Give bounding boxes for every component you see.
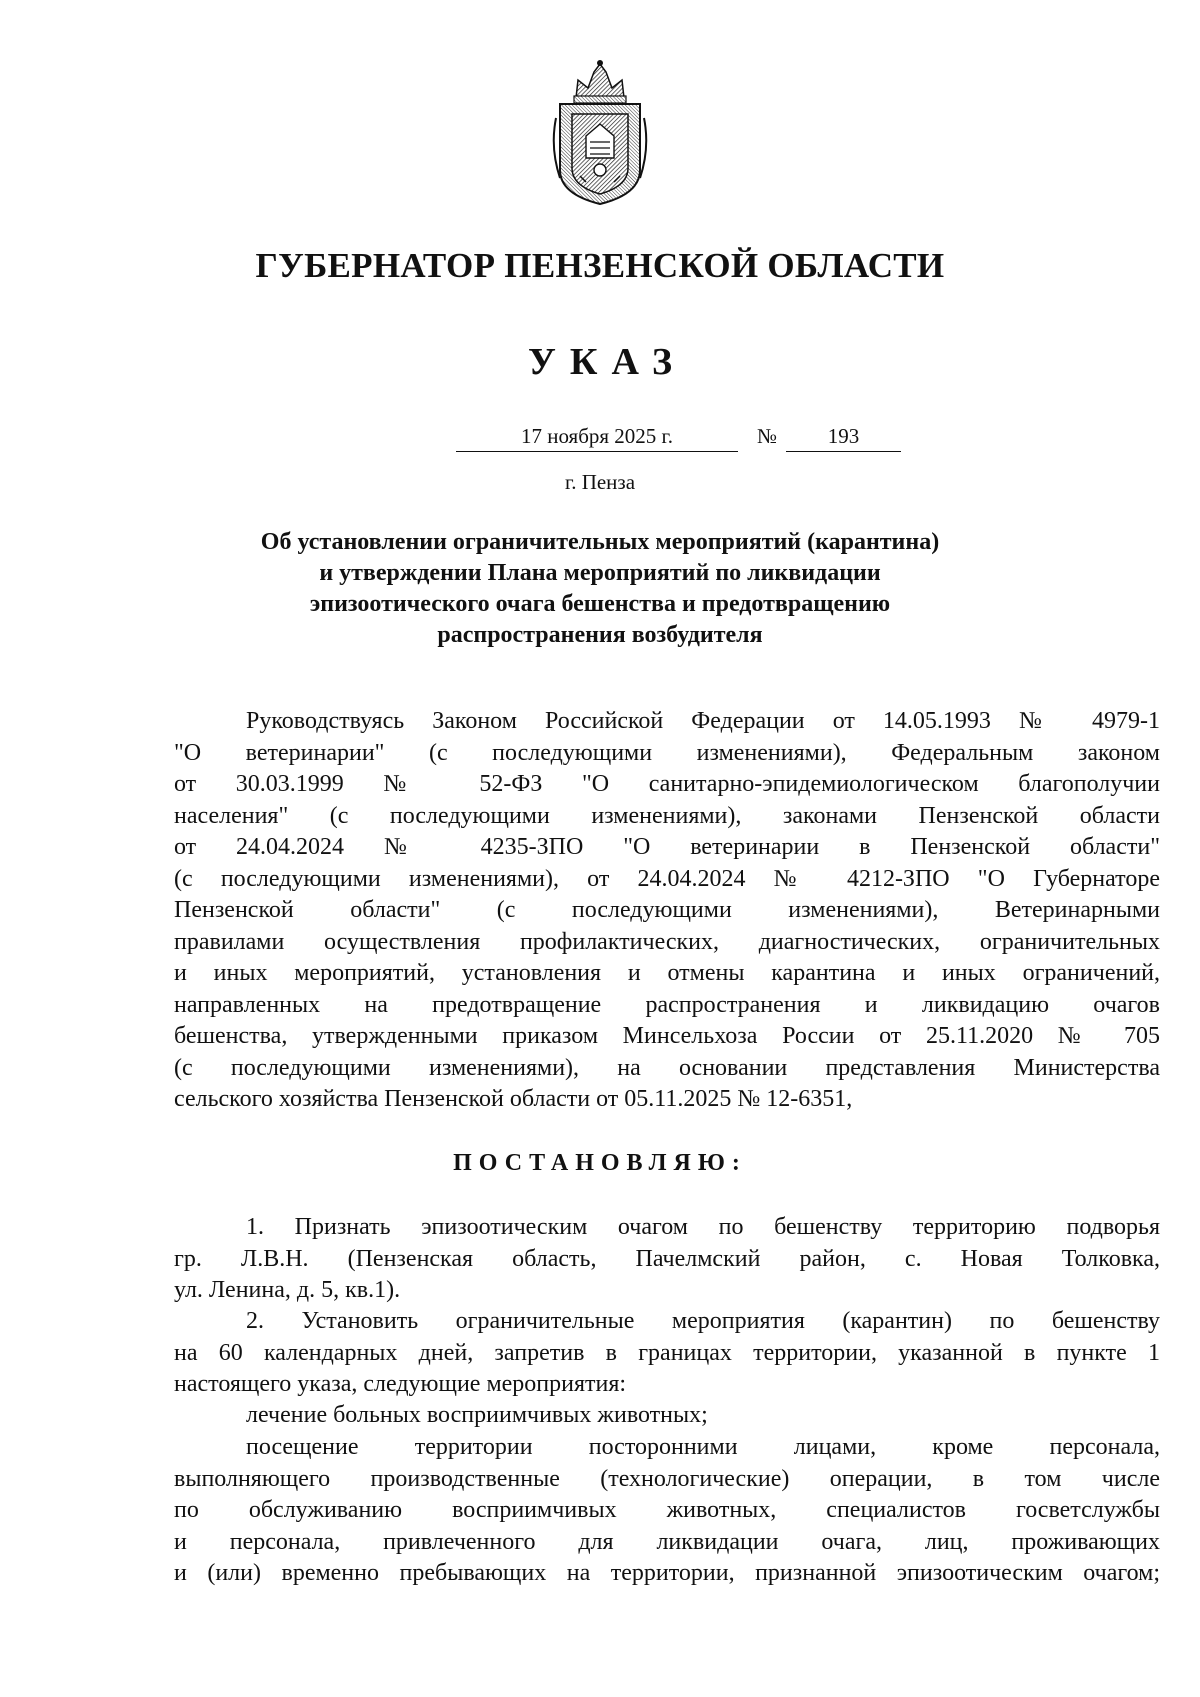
preamble-paragraph	[174, 706, 1160, 1116]
item-line: по обслуживанию восприимчивых животных, специалистов госветслужбы	[174, 1497, 1160, 1523]
preamble-line: от 24.04.2024 № 4235-ЗПО "О ветеринарии в Пензенской области"	[174, 834, 1160, 860]
title-line: Об установлении ограничительных мероприятий (карантина)	[260, 529, 940, 555]
item-line: и персонала, привлеченного для ликвидации очага, лиц, проживающих	[174, 1528, 1160, 1555]
item-line: посещение территории посторонними лицами, кроме персонала,	[246, 1434, 1160, 1460]
document-type: УКАЗ	[528, 341, 686, 383]
preamble-line: (с последующими изменениями), на основании представления Министерства	[174, 1054, 1160, 1081]
item-line: ул. Ленина, д. 5, кв.1).	[174, 1277, 401, 1303]
document-number: 193	[786, 424, 901, 452]
item-line: и (или) временно пребывающих на территории, признанной эпизоотическим очагом;	[174, 1560, 1160, 1586]
preamble-line: от 30.03.1999 № 52-ФЗ "О санитарно-эпидемиологическом благополучии	[174, 771, 1160, 797]
decree-heading: ПОСТАНОВЛЯЮ:	[453, 1150, 747, 1176]
issuing-authority: ГУБЕРНАТОР ПЕНЗЕНСКОЙ ОБЛАСТИ	[255, 246, 945, 285]
issue-city: г. Пенза	[564, 470, 636, 494]
item-line: гр. Л.В.Н. (Пензенская область, Пачелмский район, с. Новая Толковка,	[174, 1245, 1160, 1272]
preamble-line: правилами осуществления профилактических, диагностических, ограничительных	[174, 928, 1160, 955]
item-line: лечение больных восприимчивых животных;	[246, 1402, 708, 1428]
item-line: 2. Установить ограничительные мероприятия (карантин) по бешенству	[246, 1308, 1160, 1334]
item-1-paragraph	[174, 1212, 1160, 1307]
item-line: на 60 календарных дней, запретив в границах территории, указанной в пункте 1	[174, 1339, 1160, 1366]
document-title	[200, 527, 1000, 651]
preamble-line: сельского хозяйства Пензенской области от 05.11.2025 № 12-6351,	[174, 1086, 853, 1112]
title-line: и утверждении Плана мероприятий по ликвидации	[319, 560, 881, 586]
preamble-line: населения" (с последующими изменениями), законами Пензенской области	[174, 802, 1160, 829]
preamble-line: и иных мероприятий, установления и отмены карантина и иных ограничений,	[174, 960, 1160, 986]
preamble-line: бешенства, утвержденными приказом Минсельхоза России от 25.11.2020 № 705	[174, 1023, 1160, 1049]
title-line: распространения возбудителя	[437, 622, 763, 648]
title-line: эпизоотического очага бешенства и предотвращению	[309, 591, 891, 617]
item-line: 1. Признать эпизоотическим очагом по бешенству территорию подворья	[246, 1214, 1160, 1240]
preamble-line: (с последующими изменениями), от 24.04.2024 № 4212-ЗПО "О Губернаторе	[174, 865, 1160, 892]
item-2-subitem-2	[174, 1432, 1160, 1590]
document-date: 17 ноября 2025 г.	[456, 424, 738, 452]
preamble-line: Руководствуясь Законом Российской Федерации от 14.05.1993 № 4979-1	[246, 708, 1160, 734]
item-2-subitem-1	[174, 1400, 1160, 1432]
number-sign: №	[756, 424, 778, 448]
item-2-paragraph	[174, 1306, 1160, 1401]
coat-of-arms-emblem	[546, 58, 654, 208]
preamble-line: направленных на предотвращение распространения и ликвидацию очагов	[174, 991, 1160, 1018]
preamble-line: "О ветеринарии" (с последующими изменениями), Федеральным законом	[174, 739, 1160, 766]
item-line: настоящего указа, следующие мероприятия:	[174, 1371, 627, 1397]
item-line: выполняющего производственные (технологические) операции, в том числе	[174, 1465, 1160, 1492]
preamble-line: Пензенской области" (с последующими изменениями), Ветеринарными	[174, 897, 1160, 923]
